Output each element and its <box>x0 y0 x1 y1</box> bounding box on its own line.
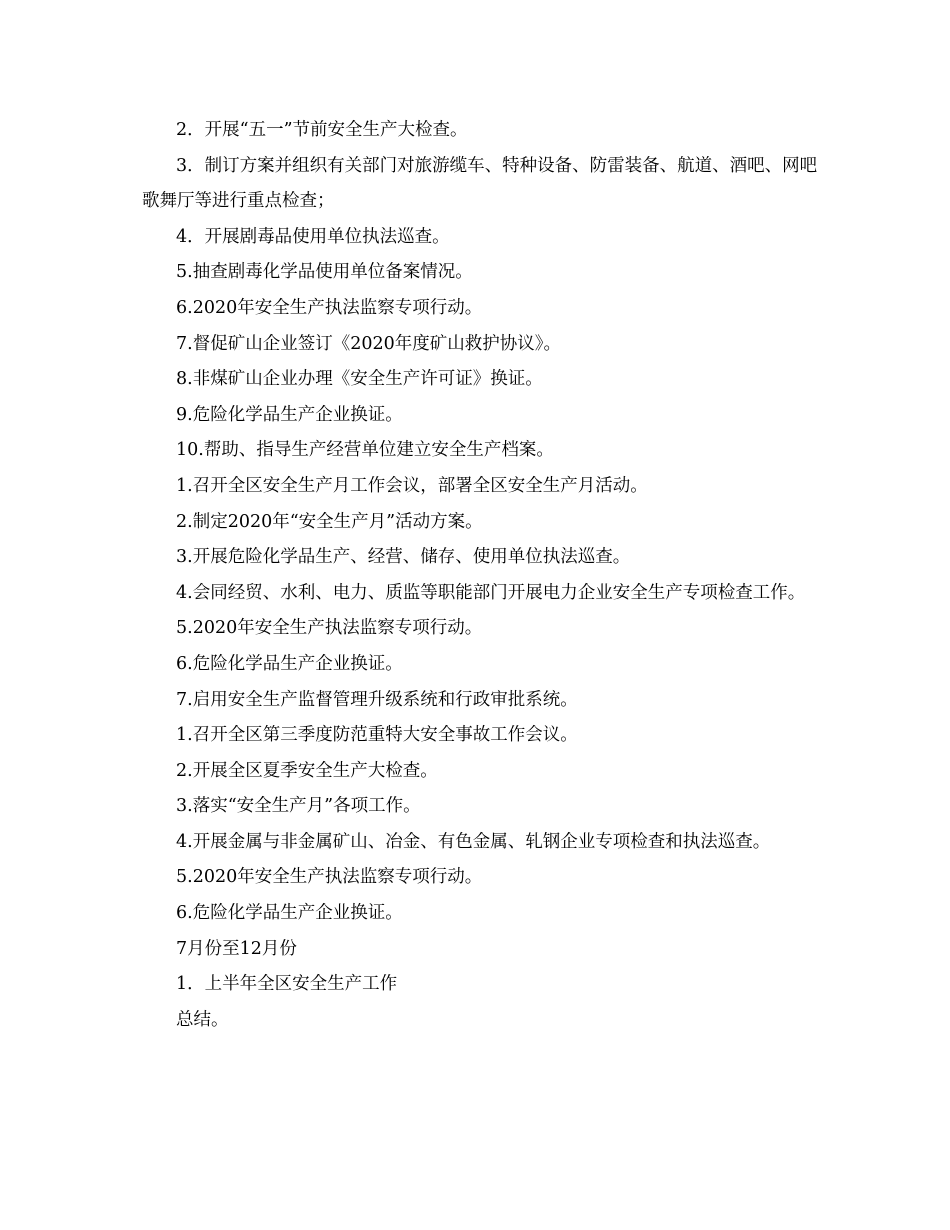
paragraph-12: 3.开展危险化学品生产、经营、储存、使用单位执法巡查。 <box>176 547 631 568</box>
paragraph-2: 3．制订方案并组织有关部门对旅游缆车、特种设备、防雷装备、航道、酒吧、网吧歌舞厅等进行重点检查； <box>142 155 818 212</box>
paragraph-21: 5.2020年安全生产执法监察专项行动。 <box>176 867 483 888</box>
paragraph-16: 7.启用安全生产监督管理升级系统和行政审批系统。 <box>176 689 578 710</box>
paragraph-14: 5.2020年安全生产执法监察专项行动。 <box>176 618 483 639</box>
paragraph-7: 8.非煤矿山企业办理《安全生产许可证》换证。 <box>176 369 543 390</box>
paragraph-13: 4.会同经贸、水利、电力、质监等职能部门开展电力企业安全生产专项检查工作。 <box>176 582 806 603</box>
paragraph-1: 2．开展“五一”节前安全生产大检查。 <box>176 120 468 140</box>
paragraph-19: 3.落实“安全生产月”各项工作。 <box>176 796 421 817</box>
paragraph-22: 6.危险化学品生产企业换证。 <box>176 903 403 924</box>
paragraph-25: 总结。 <box>176 1009 229 1030</box>
paragraph-3: 4．开展剧毒品使用单位执法巡查。 <box>176 226 450 247</box>
paragraph-9: 10.帮助、指导生产经营单位建立安全生产档案。 <box>176 440 554 461</box>
paragraph-4: 5.抽查剧毒化学品使用单位备案情况。 <box>176 262 473 283</box>
document-body <box>142 113 822 1038</box>
paragraph-24: 1．上半年全区安全生产工作 <box>176 974 398 995</box>
paragraph-20: 4.开展金属与非金属矿山、冶金、有色金属、轧钢企业专项检查和执法巡查。 <box>176 831 771 852</box>
paragraph-5: 6.2020年安全生产执法监察专项行动。 <box>176 297 483 318</box>
paragraph-6: 7.督促矿山企业签订《2020年度矿山救护协议》。 <box>176 333 561 354</box>
paragraph-15: 6.危险化学品生产企业换证。 <box>176 653 403 674</box>
paragraph-23: 7月份至12月份 <box>176 938 297 959</box>
paragraph-11: 2.制定2020年“安全生产月”活动方案。 <box>176 511 483 532</box>
paragraph-8: 9.危险化学品生产企业换证。 <box>176 404 403 425</box>
paragraph-10: 1.召开全区安全生产月工作会议，部署全区安全生产月活动。 <box>176 475 648 496</box>
paragraph-18: 2.开展全区夏季安全生产大检查。 <box>176 760 438 781</box>
paragraph-17: 1.召开全区第三季度防范重特大安全事故工作会议。 <box>176 725 578 746</box>
